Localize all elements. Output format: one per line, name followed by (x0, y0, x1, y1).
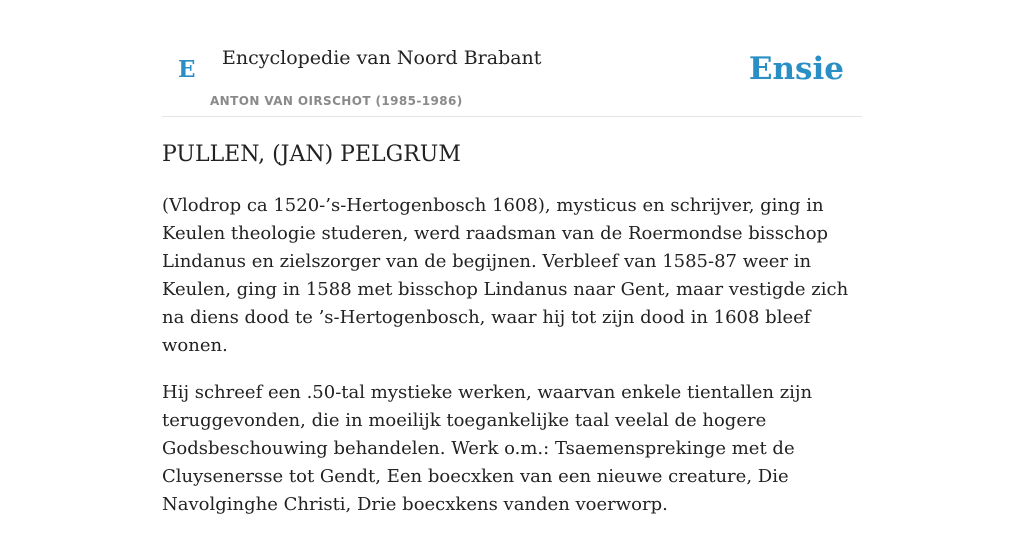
ensie-logo[interactable]: Ensie (748, 51, 844, 87)
page (162, 0, 862, 515)
article-paragraph: Hij schreef een .50-tal mystieke werken, waarvan enkele tientallen zijn teruggevonden, die in moeilijk toegankelijke taal veelal de hogere Godsbeschouwing behandelen. Werk o.m.: Tsaemensprekinge met de Cluysenersse tot Gendt, Een boecxken van een nieuwe creature, Die Navolginghe Christi, Drie boecxkens vanden voerworp. (162, 382, 813, 515)
book-title[interactable]: Encyclopedie van Noord Brabant (222, 47, 542, 69)
article-paragraph: (Vlodrop ca 1520-’s-Hertogenbosch 1608), mysticus en schrijver, ging in Keulen theologie studeren, werd raadsman van de Roermondse bisschop Lindanus en zielszorger van de begijnen. Verbleef van 1585-87 weer in Keulen, ging in 1588 met bisschop Lindanus naar Gent, maar vestigde zich na diens dood te ’s-Hertogenbosch, waar hij tot zijn dood in 1608 bleef wonen. (162, 195, 849, 356)
article-body (162, 192, 862, 538)
header (162, 0, 862, 117)
book-logo[interactable]: E (178, 56, 196, 83)
article-title: PULLEN, (JAN) PELGRUM (162, 142, 461, 167)
book-author: ANTON VAN OIRSCHOT (1985-1986) (210, 94, 463, 108)
